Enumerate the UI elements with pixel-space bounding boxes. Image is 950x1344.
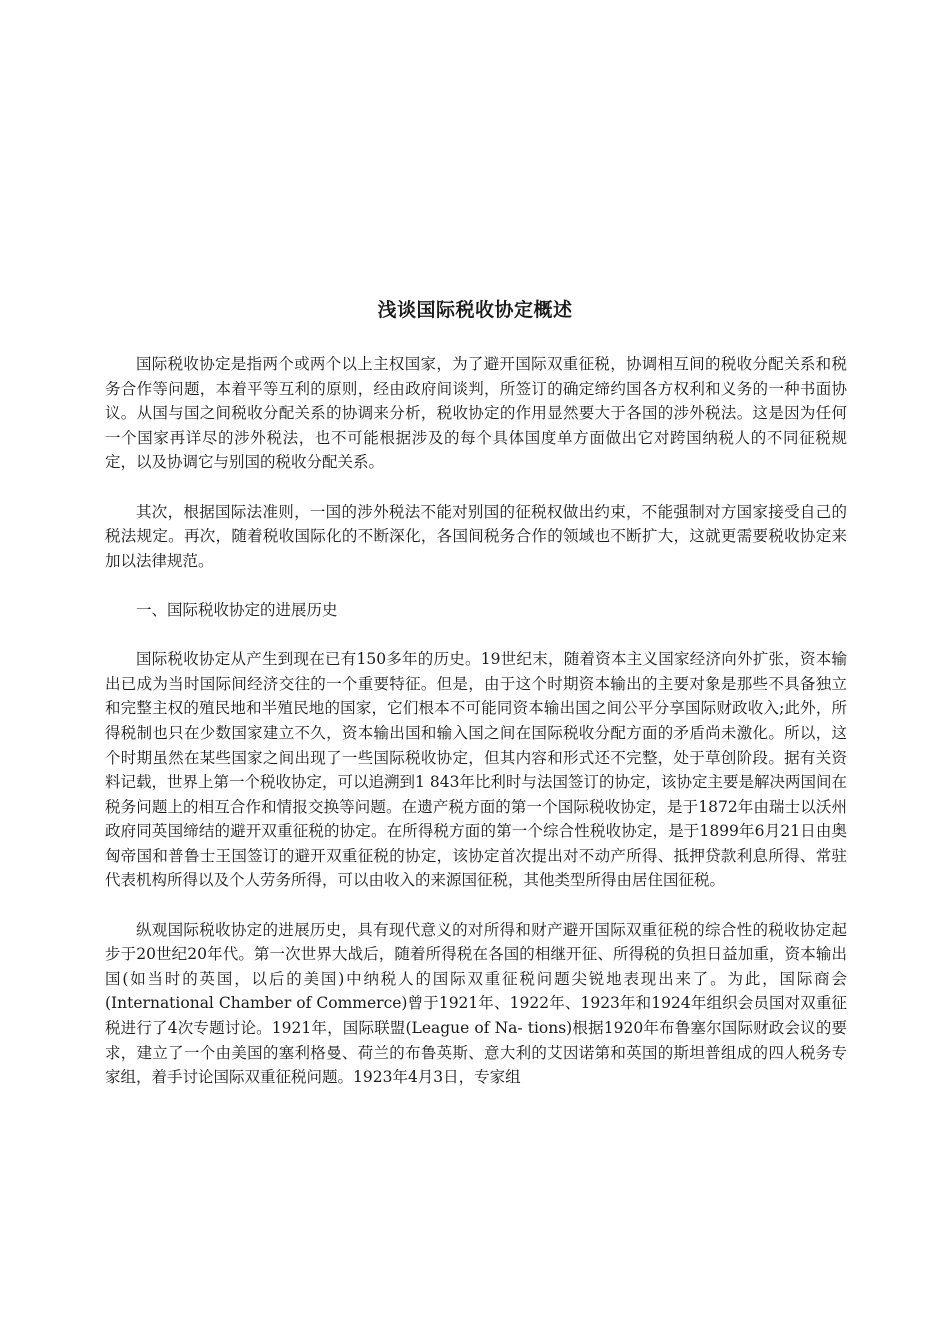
document-body — [105, 352, 847, 1114]
document-title: 浅谈国际税收协定概述 — [377, 299, 573, 321]
paragraph-history: 国际税收协定从产生到现在已有150多年的历史。19世纪末，随着资本主义国家经济向外扩张，资本输出已成为当时国际间经济交往的一个重要特征。但是，由于这个时期资本输出的主要对象是那些不具备独立和完整主权的殖民地和半殖民地的国家，它们根本不可能同资本输出国之间公平分享国际财政收入;此外，所得税制也只在少数国家建立不久，资本输出国和输入国之间在国际税收分配方面的矛盾尚未激化。所以，这个时期虽然在某些国家之间出现了一些国际税收协定，但其内容和形式还不完整，处于草创阶段。据有关资料记载，世界上第一个税收协定，可以追溯到1 843年比利时与法国签订的协定，该协定主要是解决两国间在税务问题上的相互合作和情报交换等问题。在遗产税方面的第一个国际税收协定，是于1872年由瑞士以沃州政府同英国缔结的避开双重征税的协定。在所得税方面的第一个综合性税收协定，是于1899年6月21日由奥匈帝国和普鲁士王国签订的避开双重征税的协定，该协定首次提出对不动产所得、抵押贷款利息所得、常驻代表机构所得以及个人劳务所得，可以由收入的来源国征税，其他类型所得由居住国征税。 — [105, 650, 847, 890]
paragraph-overview: 纵观国际税收协定的进展历史，具有现代意义的对所得和财产避开国际双重征税的综合性的税收协定起步于20世纪20年代。第一次世界大战后，随着所得税在各国的相继开征、所得税的负担日益加重，资本输出国(如当时的英国，以后的美国)中纳税人的国际双重征税问题尖锐地表现出来了。为此，国际商会(International Chamber of Commerce)曾于1921年、1922年、1923年和1924年组织会员国对双重征税进行了4次专题讨论。1921年，国际联盟(League of Na- tions)根据1920年布鲁塞尔国际财政会议的要求，建立了一个由美国的塞利格曼、荷兰的布鲁英斯、意大利的艾因诺第和英国的斯坦普组成的四人税务专家组，着手讨论国际双重征税问题。1923年4月3日，专家组 — [105, 920, 847, 1087]
section-heading-history: 一、国际税收协定的进展历史 — [136, 600, 338, 619]
paragraph-secondly: 其次，根据国际法准则，一国的涉外税法不能对别国的征税权做出约束，不能强制对方国家接受自己的税法规定。再次，随着税收国际化的不断深化，各国间税务合作的领域也不断扩大，这就更需要税收协定来加以法律规范。 — [105, 502, 847, 570]
paragraph-intro: 国际税收协定是指两个或两个以上主权国家，为了避开国际双重征税，协调相互间的税收分配关系和税务合作等问题，本着平等互利的原则，经由政府间谈判，所签订的确定缔约国各方权利和义务的一种书面协议。从国与国之间税收分配关系的协调来分析，税收协定的作用显然要大于各国的涉外税法。这是因为任何一个国家再详尽的涉外税法，也不可能根据涉及的每个具体国度单方面做出它对跨国纳税人的不同征税规定，以及协调它与别国的税收分配关系。 — [105, 355, 847, 472]
